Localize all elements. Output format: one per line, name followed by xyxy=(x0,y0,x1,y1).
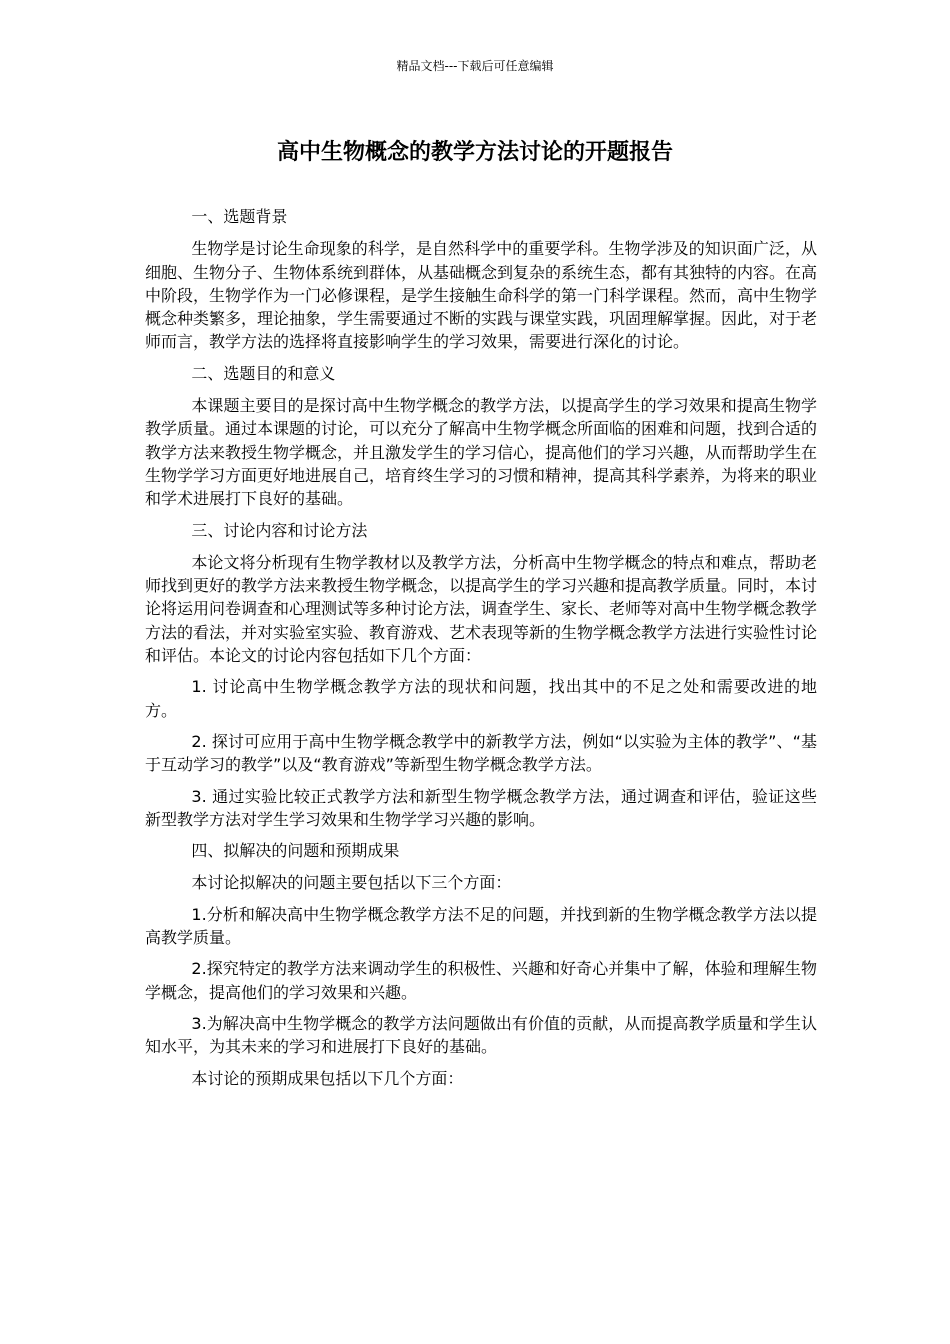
list-item: 2. 探讨可应用于高中生物学概念教学中的新教学方法，例如“以实验为主体的教学”、“基于互动学习的教学”以及“教育游戏”等新型生物学概念教学方法。 xyxy=(145,731,817,775)
section-heading-content-methods: 三、讨论内容和讨论方法 xyxy=(191,520,368,540)
section-heading-background: 一、选题背景 xyxy=(191,207,288,226)
document-title: 高中生物概念的教学方法讨论的开题报告 xyxy=(276,140,673,165)
list-item: 3. 通过实验比较正式教学方法和新型生物学概念教学方法，通过调查和评估，验证这些新型教学方法对学生学习效果和生物学学习兴趣的影响。 xyxy=(145,786,817,829)
paragraph-background: 生物学是讨论生命现象的科学，是自然科学中的重要学科。生物学涉及的知识面广泛，从细胞、生物分子、生物体系统到群体，从基础概念到复杂的系统生态，都有其独特的内容。在高中阶段，生物学作为一门必修课程，是学生接触生命科学的第一门科学课程。然而，高中生物学概念种类繁多，理论抽象，学生需要通过不断的实践与课堂实践，巩固理解掌握。因此，对于老师而言，教学方法的选择将直接影响学生的学习效果，需要进行深化的讨论。 xyxy=(145,239,818,352)
list-item: 3.为解决高中生物学概念的教学方法问题做出有价值的贡献，从而提高教学质量和学生认知水平，为其未来的学习和进展打下良好的基础。 xyxy=(145,1013,817,1057)
paragraph-content-methods: 本论文将分析现有生物学教材以及教学方法，分析高中生物学概念的特点和难点，帮助老师找到更好的教学方法来教授生物学概念，以提高学生的学习兴趣和提高教学质量。同时，本讨论将运用问卷调查和心理测试等多种讨论方法，调查学生、家长、老师等对高中生物学概念教学方法的看法，并对实验室实验、教育游戏、艺术表现等新的生物学概念教学方法进行实验性讨论和评估。本论文的讨论内容包括如下几个方面： xyxy=(145,552,818,666)
paragraph-problems-intro: 本讨论拟解决的问题主要包括以下三个方面： xyxy=(191,873,512,893)
list-item: 1.分析和解决高中生物学概念教学方法不足的问题，并找到新的生物学概念教学方法以提高教学质量。 xyxy=(145,904,817,948)
section-heading-problems-outcomes: 四、拟解决的问题和预期成果 xyxy=(191,841,400,861)
header-note: 精品文档---下载后可任意编辑 xyxy=(396,59,554,73)
list-item: 1. 讨论高中生物学概念教学方法的现状和问题，找出其中的不足之处和需要改进的地方。 xyxy=(145,677,817,720)
section-heading-purpose: 二、选题目的和意义 xyxy=(191,363,336,383)
paragraph-outcomes-intro: 本讨论的预期成果包括以下几个方面： xyxy=(191,1068,464,1088)
paragraph-purpose: 本课题主要目的是探讨高中生物学概念的教学方法，以提高学生的学习效果和提高生物学教学质量。通过本课题的讨论，可以充分了解高中生物学概念所面临的困难和问题，找到合适的教学方法来教授生物学概念，并且激发学生的学习信心，提高他们的学习兴趣，从而帮助学生在生物学学习方面更好地进展自己，培育终生学习的习惯和精神，提高其科学素养，为将来的职业和学术进展打下良好的基础。 xyxy=(145,396,818,509)
list-item: 2.探究特定的教学方法来调动学生的积极性、兴趣和好奇心并集中了解，体验和理解生物学概念，提高他们的学习效果和兴趣。 xyxy=(145,959,817,1002)
document-body xyxy=(145,205,817,1098)
